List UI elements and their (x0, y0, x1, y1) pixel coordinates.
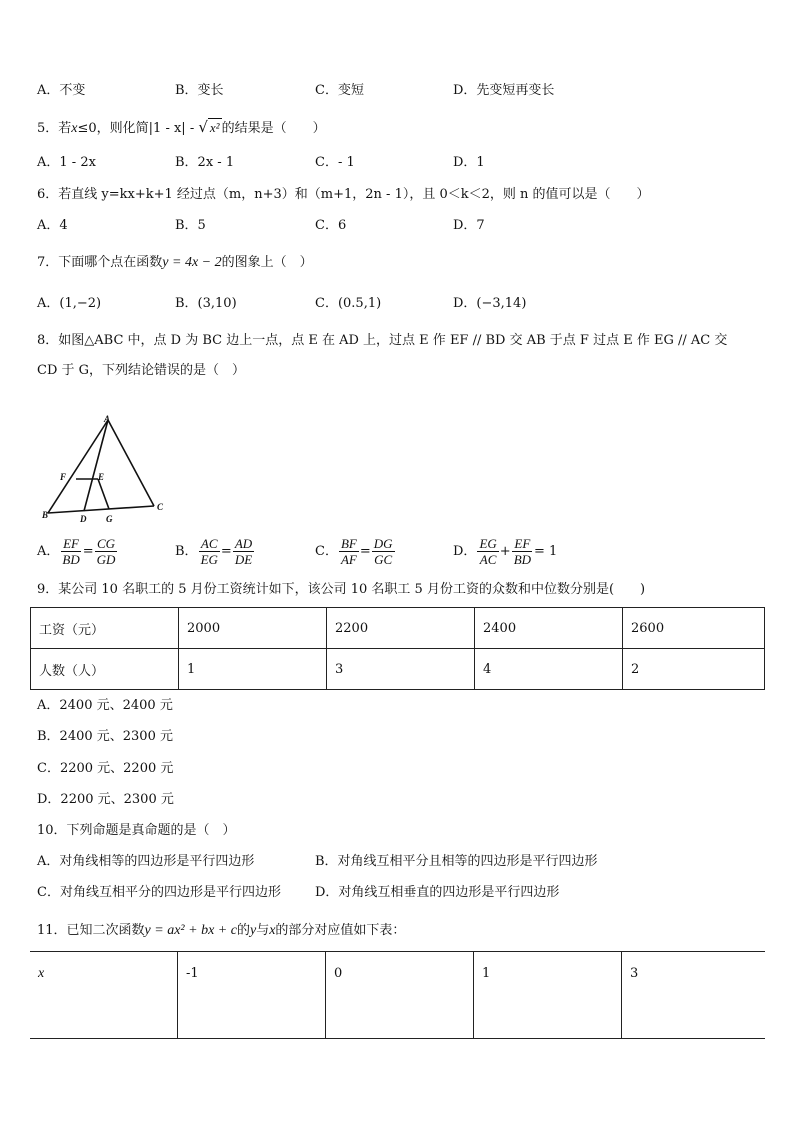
q8-option-a: A． $\frac{EF}{BD}$ = $\frac{CG}{GD}$ (37, 536, 116, 567)
label-a: A (104, 414, 111, 424)
q6-option-b: B．5 (175, 218, 206, 233)
q8-stem-line2: CD 于 G，下列结论错误的是（ ） (37, 363, 246, 378)
label-e: E (98, 472, 105, 482)
q11-value-table (30, 951, 765, 1039)
label-f: F (60, 472, 67, 482)
q8-option-c: C． $\frac{BF}{AF}$ = $\frac{DG}{GC}$ (315, 536, 393, 567)
q6-option-d: D．7 (453, 218, 485, 233)
label-c: C (157, 502, 164, 512)
edge-ab (48, 420, 108, 513)
q5-option-a: A．1 - 2x (37, 155, 96, 170)
q5-option-d: D．1 (453, 155, 485, 170)
table-row (31, 608, 765, 649)
q7-option-d: D．(−3,14) (453, 296, 527, 311)
label-d: D (80, 514, 87, 524)
q10-option-c: C．对角线互相平分的四边形是平行四边形 (37, 885, 281, 900)
table-cell: 3 (622, 952, 766, 1039)
q9-option-c: C．2200 元、2200 元 (37, 761, 174, 776)
q6-stem: 6．若直线 y=kx+k+1 经过点（m，n+3）和（m+1，2n - 1），且 0＜k＜2，则 n 的值可以是（ ） (37, 187, 650, 202)
table-cell: 人数（人） (31, 649, 179, 690)
q8-option-d: D． $\frac{EG}{AC}$ + $\frac{EF}{BD}$ = 1 (453, 536, 558, 567)
table-cell: 3 (327, 649, 475, 690)
q9-salary-table (30, 607, 765, 690)
q4-option-d: D．先变短再变长 (453, 83, 555, 98)
q7-option-c: C．(0.5,1) (315, 296, 382, 311)
q7-option-a: A．(1,−2) (37, 296, 102, 311)
table-cell: 1 (474, 952, 622, 1039)
q9-stem: 9．某公司 10 名职工的 5 月份工资统计如下，该公司 10 名职工 5 月份工资的众数和中位数分别是( ) (37, 582, 646, 597)
edge-bc (48, 506, 154, 513)
table-row (30, 952, 765, 1039)
triangle-figure (38, 410, 178, 530)
q4-option-a: A．不变 (37, 83, 86, 98)
table-cell: 0 (326, 952, 474, 1039)
q5-stem: 5．若x≤0，则化简|1 - x| - √ x² 的结果是（ ） (37, 118, 326, 136)
q9-option-b: B．2400 元、2300 元 (37, 729, 173, 744)
q6-option-a: A．4 (37, 218, 68, 233)
q7-stem: 7．下面哪个点在函数y = 4x − 2的图象上（ ） (37, 255, 313, 270)
table-cell: 1 (179, 649, 327, 690)
table-row (31, 649, 765, 690)
table-cell: x (30, 952, 178, 1039)
label-b: B (42, 510, 49, 520)
q4-option-b: B．变长 (175, 83, 224, 98)
table-cell: 2600 (623, 608, 765, 649)
table-cell: -1 (178, 952, 326, 1039)
table-cell: 2000 (179, 608, 327, 649)
q9-option-a: A．2400 元、2400 元 (37, 698, 173, 713)
q10-option-a: A．对角线相等的四边形是平行四边形 (37, 854, 255, 869)
table-cell: 2200 (327, 608, 475, 649)
q4-option-c: C．变短 (315, 83, 364, 98)
table-cell: 工资（元） (31, 608, 179, 649)
segment-eg (98, 479, 109, 509)
q5-option-b: B．2x - 1 (175, 155, 235, 170)
label-g: G (106, 514, 113, 524)
table-cell: 4 (475, 649, 623, 690)
q6-option-c: C．6 (315, 218, 347, 233)
q10-stem: 10．下列命题是真命题的是（ ） (37, 823, 236, 838)
q8-option-b: B． $\frac{AC}{EG}$ = $\frac{AD}{DE}$ (175, 536, 253, 567)
edge-ac (108, 420, 154, 506)
table-cell: 2400 (475, 608, 623, 649)
q10-option-d: D．对角线互相垂直的四边形是平行四边形 (315, 885, 560, 900)
q7-option-b: B．(3,10) (175, 296, 237, 311)
q5-option-c: C．- 1 (315, 155, 355, 170)
q11-stem: 11．已知二次函数y = ax² + bx + c的y与x的部分对应值如下表： (37, 923, 406, 938)
q8-stem-line1: 8．如图△ABC 中，点 D 为 BC 边上一点，点 E 在 AD 上，过点 E 作 EF // BD 交 AB 于点 F 过点 E 作 EG // AC 交 (37, 333, 728, 348)
q10-option-b: B．对角线互相平分且相等的四边形是平行四边形 (315, 854, 598, 869)
q9-option-d: D．2200 元、2300 元 (37, 792, 174, 807)
table-cell: 2 (623, 649, 765, 690)
